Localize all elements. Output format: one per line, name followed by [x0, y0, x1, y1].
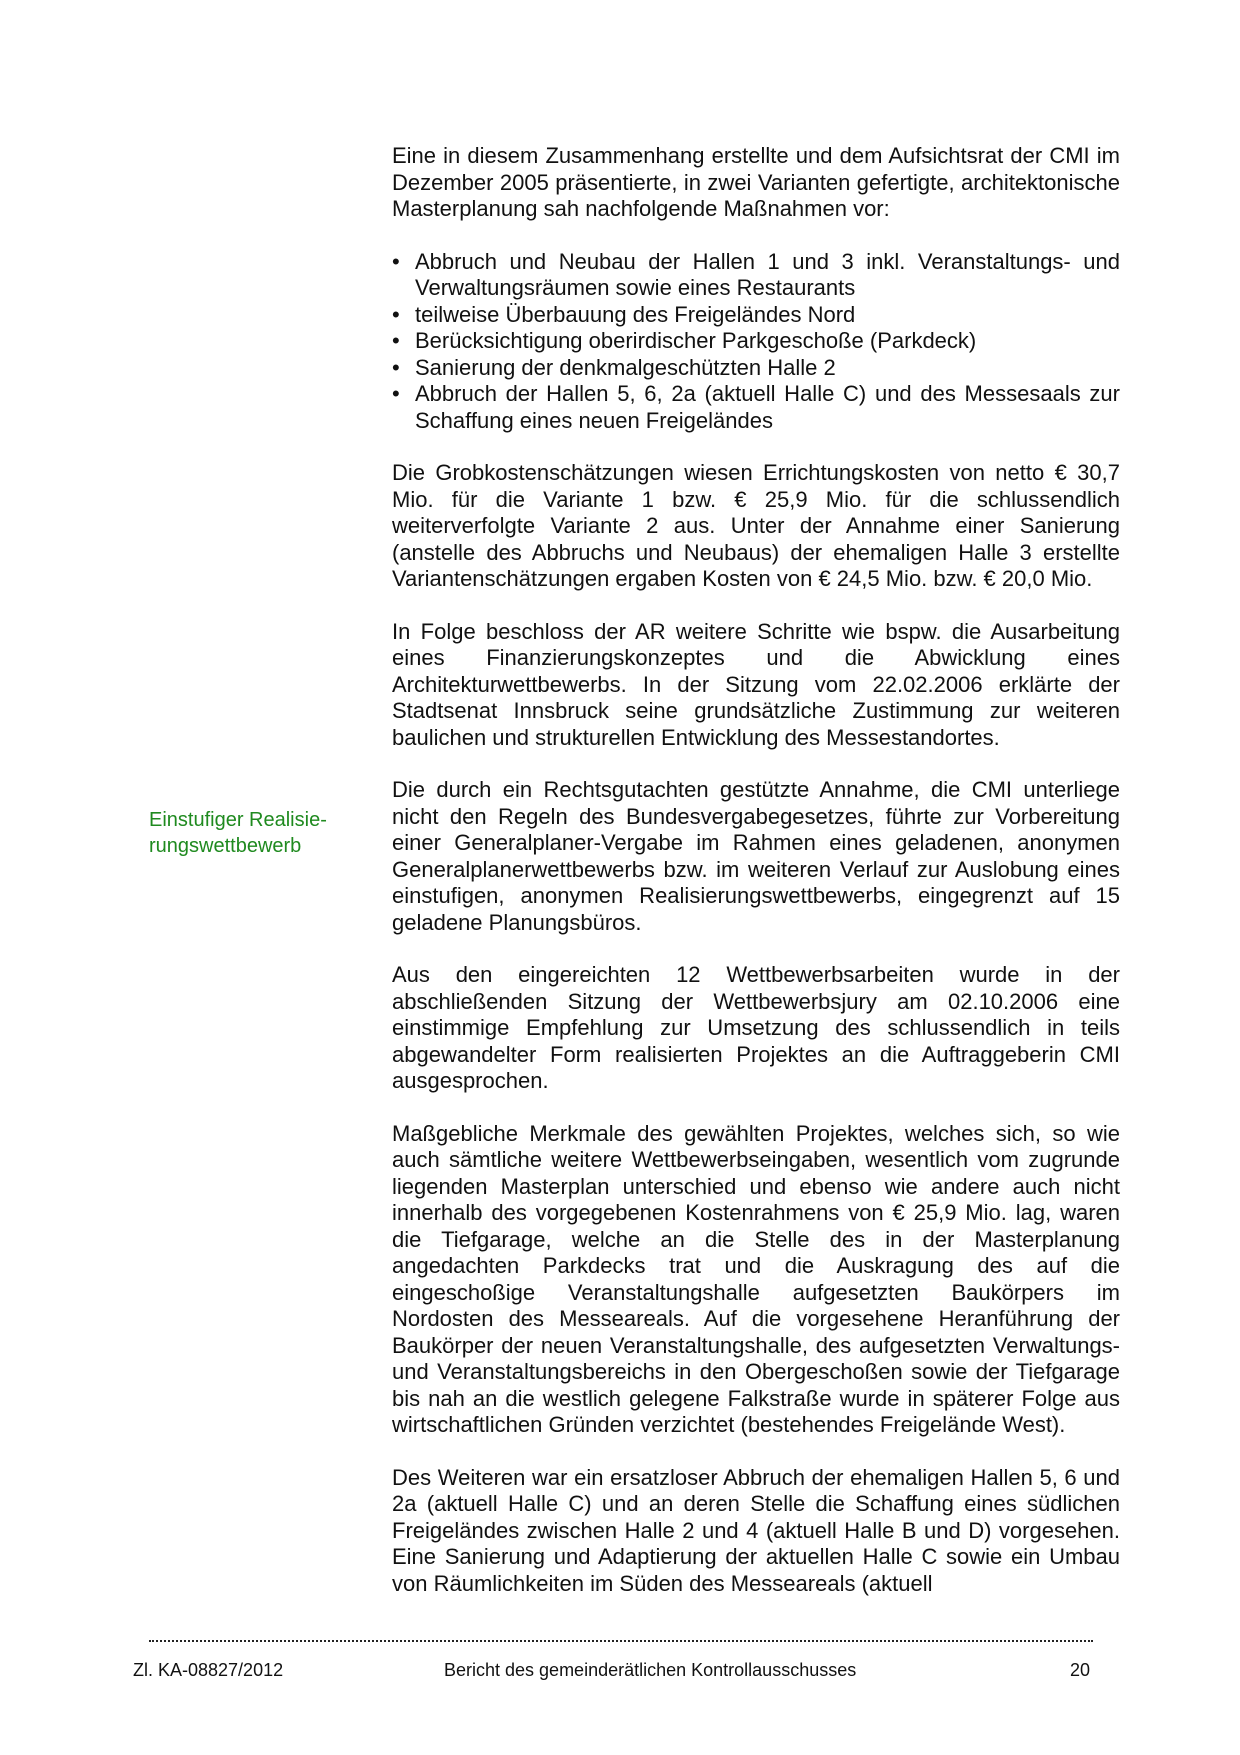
paragraph-projektmerkmale: Maßgebliche Merkmale des gewählten Projektes, welches sich, so wie auch sämtliche weitere Wettbewerbseingaben, wesentlich vom zugrunde liegenden Masterplan unterschied und ebenso wie andere auch nicht innerhalb des vorgegebenen Kostenrahmens von € 25,9 Mio. lag, waren die Tiefgarage, welche an die Stelle des in der Masterplanung angedachten Parkdecks trat und die Auskragung des auf die eingeschoßige Veranstaltungshalle aufgesetzten Baukörpers im Nordosten des Messeareals. Auf die vorgesehene Heranführung der Baukörper der neuen Veranstaltungshalle, des aufgesetzten Verwaltungs- und Veranstaltungsbereichs in den Obergeschoßen sowie der Tiefgarage bis nah an die westlich gelegene Falkstraße wurde in späterer Folge aus wirtschaftlichen Gründen verzichtet (bestehendes Freigelände West).: [392, 1120, 1120, 1437]
paragraph-abbruch: Des Weiteren war ein ersatzloser Abbruch der ehemaligen Hallen 5, 6 und 2a (aktuell Halle C) und an deren Stelle die Schaffung eines südlichen Freigeländes zwischen Halle 2 und 4 (aktuell Halle B und D) vorgesehen. Eine Sanierung und Adaptierung der aktuellen Halle C sowie ein Umbau von Räumlichkeiten im Süden des Messeareals (aktuell: [392, 1464, 1120, 1596]
bullet-icon: •: [392, 381, 400, 406]
footer-title: Bericht des gemeinderätlichen Kontrollausschusses: [444, 1660, 857, 1680]
footer-doc-id: Zl. KA-08827/2012: [133, 1660, 284, 1680]
footer-divider: [149, 1640, 1093, 1642]
bullet-icon: •: [392, 328, 400, 353]
list-item: • Abbruch und Neubau der Hallen 1 und 3 inkl. Veranstaltungs- und Verwaltungsräumen sowie eines Restaurants: [392, 248, 1120, 300]
list-item: • Berücksichtigung oberirdischer Parkgeschoße (Parkdeck): [392, 328, 977, 353]
paragraph-masterplanung: Eine in diesem Zusammenhang erstellte und dem Aufsichtsrat der CMI im Dezember 2005 präsentierte, in zwei Varianten gefertigte, architektonische Masterplanung sah nachfolgende Maßnahmen vor:: [392, 143, 1120, 221]
page-number: 20: [1070, 1660, 1091, 1680]
bullet-icon: •: [392, 354, 400, 380]
bullet-icon: •: [392, 301, 400, 327]
list-item: • teilweise Überbauung des Freigeländes Nord: [392, 301, 856, 327]
measures-list: [392, 249, 1120, 435]
paragraph-vergabe: Die durch ein Rechtsgutachten gestützte Annahme, die CMI unterliege nicht den Regeln des Bundesvergabegesetzes, führte zur Vorbereitung einer Generalplaner-Vergabe im Rahmen eines geladenen, anonymen Generalplanerwettbewerbs bzw. im weiteren Verlauf zur Auslobung eines einstufigen, anonymen Realisierungswettbewerbs, eingegrenzt auf 15 geladene Planungsbüros.: [392, 777, 1120, 935]
bullet-icon: •: [392, 248, 400, 274]
paragraph-ar-beschluss: In Folge beschloss der AR weitere Schritte wie bspw. die Ausarbeitung eines Finanzierungskonzeptes und die Abwicklung eines Architekturwettbewerbs. In der Sitzung vom 22.02.2006 erklärte der Stadtsenat Innsbruck seine grundsätzliche Zustimmung zur weiteren baulichen und strukturellen Entwicklung des Messestandortes.: [392, 618, 1120, 750]
paragraph-kostenschaetzung: Die Grobkostenschätzungen wiesen Errichtungskosten von netto € 30,7 Mio. für die Variante 1 bzw. € 25,9 Mio. für die schlussendlich weiterverfolgte Variante 2 aus. Unter der Annahme einer Sanierung (anstelle des Abbruchs und Neubaus) der ehemaligen Halle 3 erstellte Variantenschätzungen ergaben Kosten von € 24,5 Mio. bzw. € 20,0 Mio.: [392, 460, 1120, 591]
margin-note: [149, 807, 349, 859]
margin-note-line: Einstufiger Realisie-: [149, 809, 327, 831]
list-item: • Abbruch der Hallen 5, 6, 2a (aktuell Halle C) und des Messesaals zur Schaffung eines neuen Freigeländes: [392, 381, 1120, 433]
list-item: • Sanierung der denkmalgeschützten Halle 2: [392, 354, 836, 380]
paragraph-jury: Aus den eingereichten 12 Wettbewerbsarbeiten wurde in der abschließenden Sitzung der Wettbewerbsjury am 02.10.2006 eine einstimmige Empfehlung zur Umsetzung des schlussendlich in teils abgewandelter Form realisierten Projektes an die Auftraggeberin CMI ausgesprochen.: [392, 962, 1120, 1093]
body-text: [392, 143, 1120, 1623]
margin-note-line: rungswettbewerb: [149, 835, 302, 857]
